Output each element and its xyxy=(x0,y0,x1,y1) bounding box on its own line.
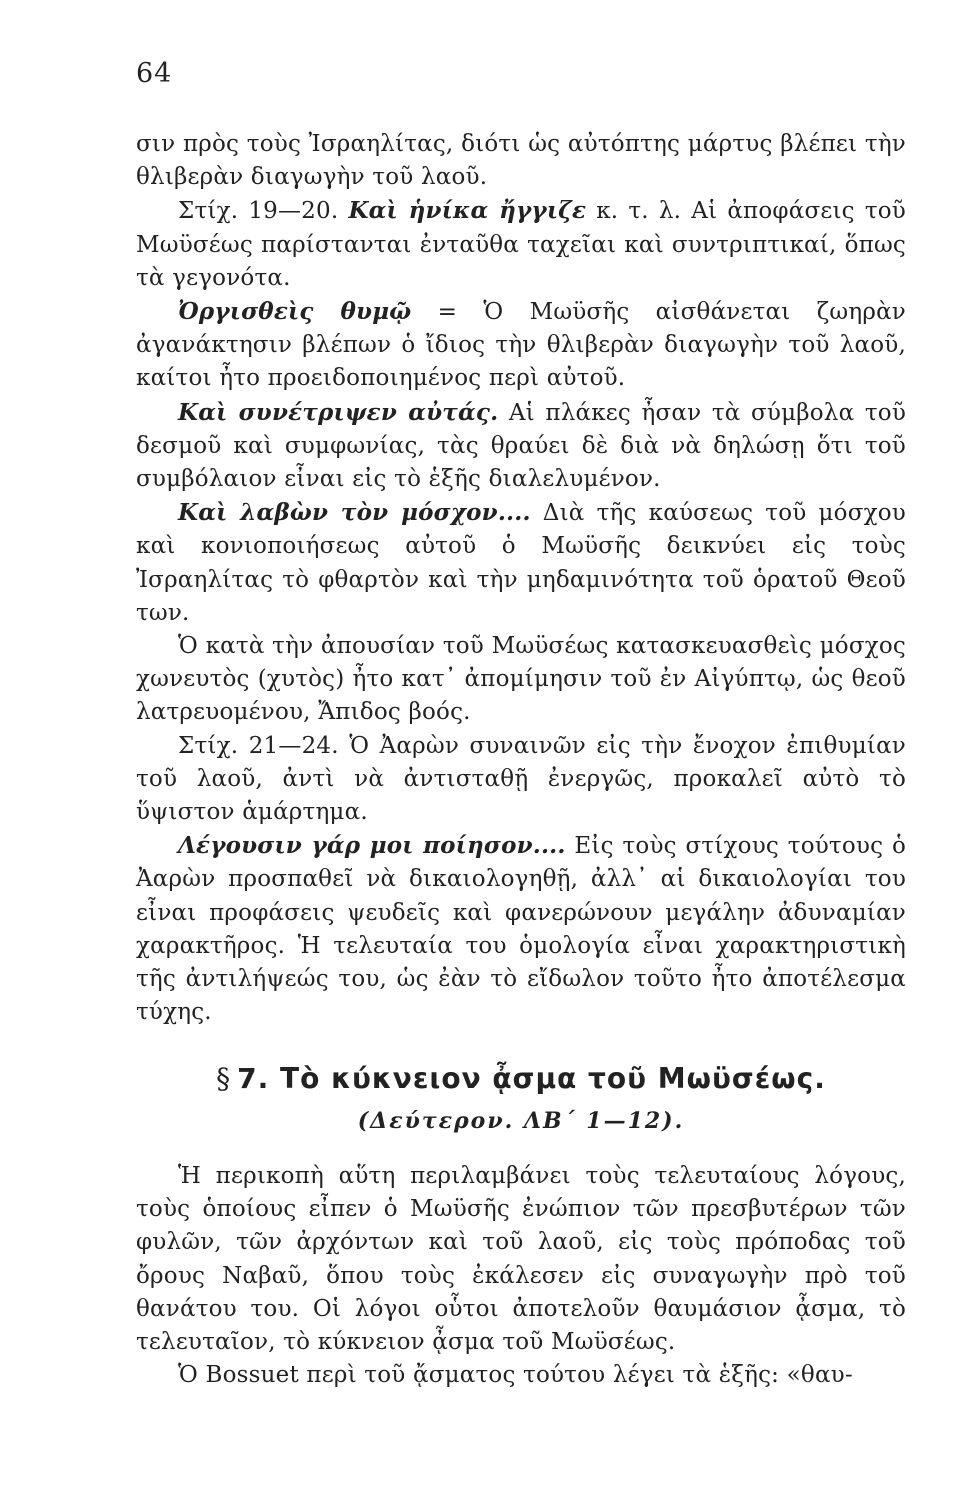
paragraph xyxy=(136,295,906,396)
lemma: Λέγουσιν γάρ μοι ποίησον.... xyxy=(178,832,566,860)
paragraph-text: Ὁ Bossuet περὶ τοῦ ᾄσματος τούτου λέγει τὰ ἑξῆς: «θαυ- xyxy=(178,1362,853,1389)
lemma: Καὶ συνέτριψεν αὐτάς. xyxy=(178,398,499,426)
paragraph-text: Εἰς τοὺς στίχους τούτους ὁ Ἀαρὼν προσπαθεῖ νὰ δικαιολογηθῇ, ἀλλ᾽ αἱ δικαιολογίαι του εἶναι προφάσεις ψευδεῖς καὶ φανερώνουν μεγάλην ἀδυναμίαν χαρακτῆρος. Ἡ τελευταία του ὁμολογία εἶναι χαρακτηριστικὴ τῆς ἀντιλήψεώς του, ὡς ἐὰν τὸ εἴδωλον τοῦτο ἦτο ἀποτέλεσμα τύχης. xyxy=(136,833,906,1026)
paragraph-text: = Ὁ Μωϋσῆς αἰσθάνεται ζωηρὰν ἀγανάκτησιν βλέπων ὁ ἴδιος τὴν θλιβερὰν διαγωγὴν τοῦ λαοῦ, καίτοι ἦτο προειδοποιημένος περὶ αὐτοῦ. xyxy=(136,299,906,392)
paragraph xyxy=(136,730,906,830)
section-title: 7. Τὸ κύκνειον ᾆσμα τοῦ Μωϋσέως. xyxy=(237,1062,826,1095)
commentary-text-bottom xyxy=(136,1160,906,1392)
paragraph-text: Αἱ πλάκες ἦσαν τὰ σύμβολα τοῦ δεσμοῦ καὶ συμφωνίας, τὰς θραύει δὲ διὰ νὰ δηλώσῃ ὅτι τοῦ συμβόλαιον εἶναι εἰς τὸ ἑξῆς διαλελυμένον. xyxy=(136,399,906,493)
paragraph xyxy=(136,1359,906,1392)
paragraph xyxy=(136,396,906,497)
paragraph xyxy=(136,1160,906,1359)
lemma: Ὀργισθεὶς θυμῷ xyxy=(178,298,412,326)
paragraph xyxy=(136,194,906,295)
paragraph-text: Διὰ τῆς καύσεως τοῦ μόσχου καὶ κονιοποιήσεως αὐτοῦ ὁ Μωϋσῆς δεικνύει εἰς τοὺς Ἰσραηλίτας τὸ φθαρτὸν καὶ τὴν μηδαμινότητα τοῦ ὁρατοῦ Θεοῦ των. xyxy=(136,500,906,626)
paragraph xyxy=(136,829,906,1029)
verse-reference: Στίχ. 19—20. xyxy=(178,198,349,225)
section-reference: (Δεύτερον. ΛΒ´ 1—12). xyxy=(357,1108,685,1134)
paragraph xyxy=(136,128,906,194)
paragraph-text: κ. τ. λ. Αἱ ἀποφάσεις τοῦ Μωϋσέως παρίστανται ἐνταῦθα ταχεῖαι καὶ συντριπτικαί, ὅπως τὰ γεγονότα. xyxy=(136,198,906,291)
paragraph xyxy=(136,630,906,730)
section-mark: § xyxy=(216,1062,232,1095)
section-heading xyxy=(136,1062,906,1095)
page-number: 64 xyxy=(136,58,173,89)
paragraph xyxy=(136,496,906,630)
paragraph-text: Ὁ κατὰ τὴν ἀπουσίαν τοῦ Μωϋσέως κατασκευασθεὶς μόσχος χωνευτὸς (χυτὸς) ἦτο κατ᾽ ἀπομίμησιν τοῦ ἐν Αἰγύπτῳ, ὡς θεοῦ λατρευομένου, Ἄπιδος βοός. xyxy=(136,633,906,726)
paragraph-text: σιν πρὸς τοὺς Ἰσραηλίτας, διότι ὡς αὐτόπτης μάρτυς βλέπει τὴν θλιβερὰν διαγωγὴν τοῦ λαοῦ. xyxy=(136,131,906,191)
paragraph-text: Ἡ περικοπὴ αὕτη περιλαμβάνει τοὺς τελευταίους λόγους, τοὺς ὁποίους εἶπεν ὁ Μωϋσῆς ἐνώπιον τῶν πρεσβυτέρων τῶν φυλῶν, τῶν ἀρχόντων καὶ τοῦ λαοῦ, εἰς τοὺς πρόποδας τοῦ ὄρους Ναβαῦ, ὅπου τοὺς ἐκάλεσεν εἰς συναγωγὴν πρὸ τοῦ θανάτου του. Οἱ λόγοι οὗτοι ἀποτελοῦν θαυμάσιον ᾆσμα, τὸ τελευταῖον, τὸ κύκνειον ᾆσμα τοῦ Μωϋσέως. xyxy=(136,1163,906,1356)
lemma: Καὶ λαβὼν τὸν μόσχον.... xyxy=(178,499,531,527)
lemma: Καὶ ἡνίκα ἤγγιζε xyxy=(348,197,587,225)
commentary-text-top xyxy=(136,128,906,1029)
paragraph-text: Στίχ. 21—24. Ὁ Ἀαρὼν συναινῶν εἰς τὴν ἔνοχον ἐπιθυμίαν τοῦ λαοῦ, ἀντὶ νὰ ἀντισταθῇ ἐνεργῶς, προκαλεῖ αὐτὸ τὸ ὕψιστον ἁμάρτημα. xyxy=(136,732,906,826)
